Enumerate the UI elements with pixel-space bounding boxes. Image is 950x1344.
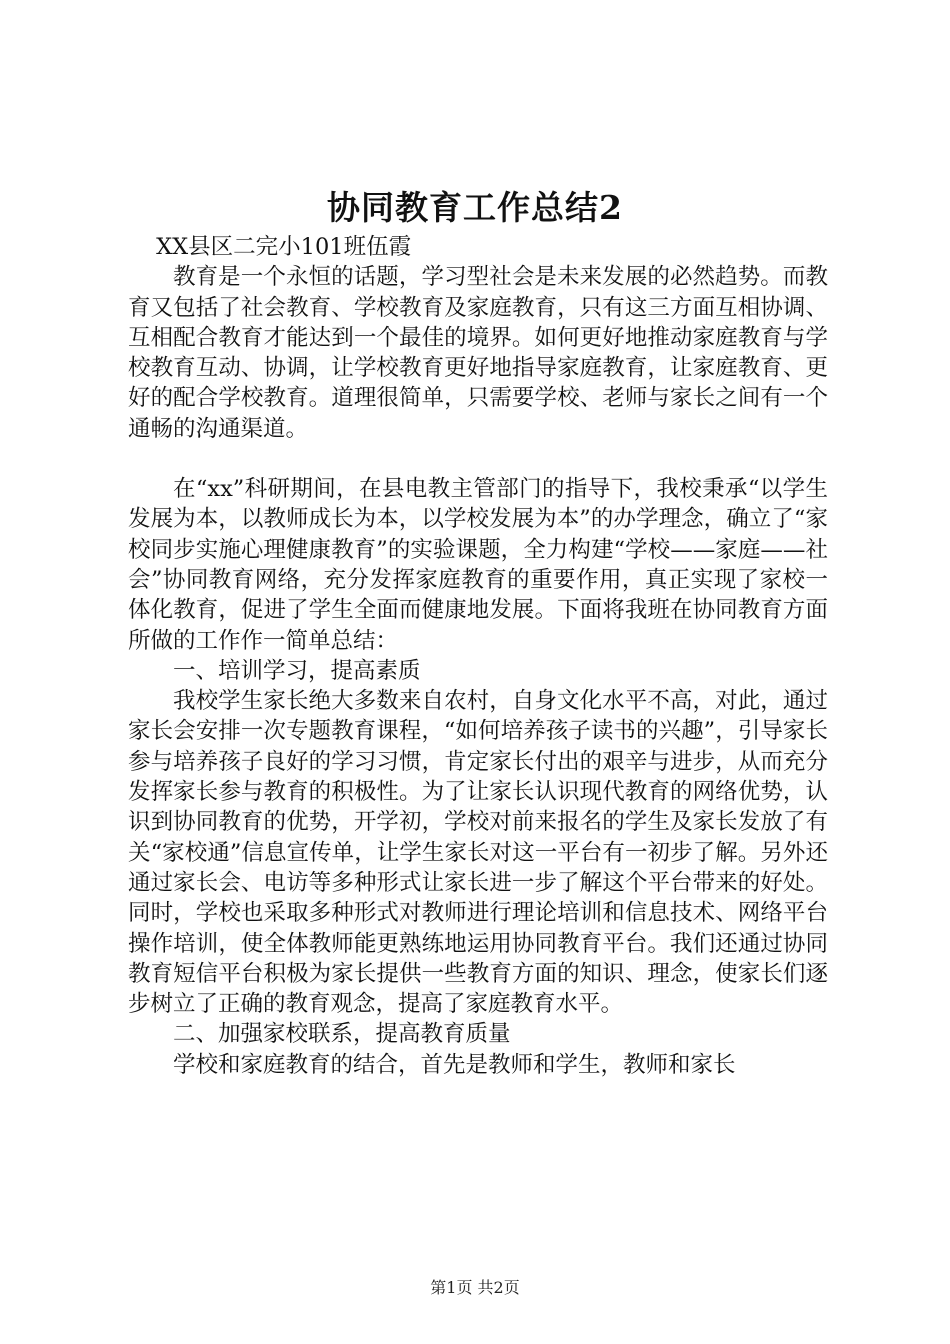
document-title: 协同教育工作总结2 [327,188,623,227]
paragraph-training: 我校学生家长绝大多数来自农村，自身文化水平不高，对此，通过家长会安排一次专题教育课程，“如何培养孩子读书的兴趣”，引导家长参与培养孩子良好的学习习惯，肯定家长付出的艰辛与进步，从而充分发挥家长参与教育的积极性。为了让家长认识现代教育的网络优势，认识到协同教育的优势，开学初，学校对前来报名的学生及家长发放了有关“家校通”信息宣传单，让学生家长对这一平台有一初步了解。另外还通过家长会、电访等多种形式让家长进一步了解这个平台带来的好处。同时，学校也采取多种形式对教师进行理论培训和信息技术、网络平台操作培训，使全体教师能更熟练地运用协同教育平台。我们还通过协同教育短信平台积极为家长提供一些教育方面的知识、理念，使家长们逐步树立了正确的教育观念，提高了家庭教育水平。 [128,688,828,1018]
document-body [128,232,828,1080]
paragraph-spacer [128,444,828,474]
section-heading-2: 二、加强家校联系，提高教育质量 [173,1021,511,1048]
page-footer: 第1页 共2页 [430,1278,520,1297]
paragraph-contact: 学校和家庭教育的结合，首先是教师和学生，教师和家长 [173,1051,736,1078]
section-heading-1: 一、培训学习，提高素质 [173,657,421,684]
author-line: XX县区二完小101班伍霞 [156,234,412,260]
paragraph-intro: 教育是一个永恒的话题，学习型社会是未来发展的必然趋势。而教育又包括了社会教育、学校教育及家庭教育，只有这三方面互相协调、互相配合教育才能达到一个最佳的境界。如何更好地推动家庭教育与学校教育互动、协调，让学校教育更好地指导家庭教育，让家庭教育、更好的配合学校教育。道理很简单，只需要学校、老师与家长之间有一个通畅的沟通渠道。 [128,264,828,442]
paragraph-research: 在“xx”科研期间，在县电教主管部门的指导下，我校秉承“以学生发展为本，以教师成长为本，以学校发展为本”的办学理念，确立了“家校同步实施心理健康教育”的实验课题，全力构建“学校——家庭——社会”协同教育网络，充分发挥家庭教育的重要作用，真正实现了家校一体化教育，促进了学生全面而健康地发展。下面将我班在协同教育方面所做的工作作一简单总结： [128,476,828,654]
